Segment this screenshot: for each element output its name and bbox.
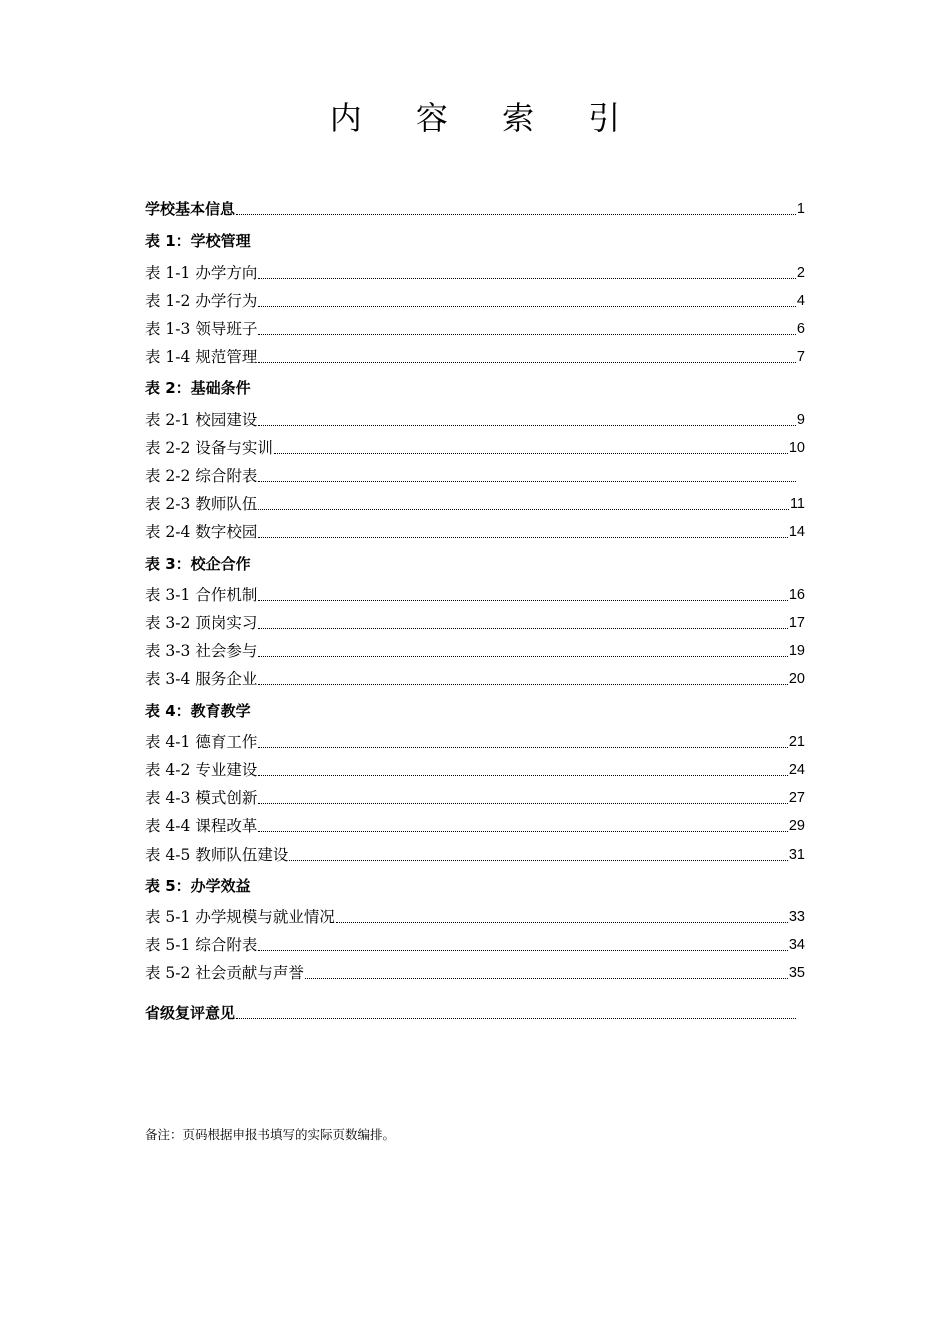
toc-entry[interactable] <box>145 666 805 690</box>
toc-entry-provincial-review[interactable] <box>145 1000 805 1024</box>
dot-leader <box>305 978 788 979</box>
footnote: 备注：页码根据申报书填写的实际页数编排。 <box>145 1127 396 1142</box>
toc-page-number: 31 <box>788 847 805 863</box>
dot-leader <box>258 334 796 335</box>
toc-page-number: 4 <box>796 293 805 309</box>
toc-entry-label: 表 3-3 社会参与 <box>145 642 258 660</box>
dot-leader <box>236 1018 796 1019</box>
toc-entry-school-info[interactable] <box>145 196 805 220</box>
toc-entry[interactable] <box>145 757 805 781</box>
toc-entry[interactable] <box>145 288 805 312</box>
toc-entry-label: 省级复评意见 <box>145 1004 236 1022</box>
dot-leader <box>258 628 788 629</box>
toc-entry-label: 表 2-3 教师队伍 <box>145 495 258 513</box>
dot-leader <box>258 509 789 510</box>
toc-entry-label: 表 4-3 模式创新 <box>145 789 258 807</box>
toc-entry[interactable] <box>145 842 805 866</box>
toc-entry-label: 表 1-4 规范管理 <box>145 348 258 366</box>
toc-entry-label: 表 4-1 德育工作 <box>145 733 258 751</box>
toc-entry-label: 表 4-4 课程改革 <box>145 817 258 835</box>
toc-page-number: 2 <box>796 265 805 281</box>
toc-entry-label: 学校基本信息 <box>145 200 236 218</box>
toc-entry[interactable] <box>145 610 805 634</box>
dot-leader <box>336 922 788 923</box>
dot-leader <box>236 214 796 215</box>
section-heading-3: 表 3：校企合作 <box>145 555 251 573</box>
dot-leader <box>274 453 788 454</box>
toc-entry-label: 表 1-1 办学方向 <box>145 264 258 282</box>
dot-leader <box>258 747 788 748</box>
toc-entry[interactable] <box>145 582 805 606</box>
toc-page-number: 35 <box>788 965 805 981</box>
toc-entry-label: 表 5-1 综合附表 <box>145 936 258 954</box>
toc-page-number: 19 <box>788 643 805 659</box>
dot-leader <box>258 425 796 426</box>
dot-leader <box>258 362 796 363</box>
toc-entry[interactable] <box>145 316 805 340</box>
toc-page-number: 20 <box>788 671 805 687</box>
dot-leader <box>258 831 788 832</box>
toc-page-number: 14 <box>788 524 805 540</box>
dot-leader <box>258 306 796 307</box>
dot-leader <box>289 860 788 861</box>
dot-leader <box>258 684 788 685</box>
toc-entry-label: 表 3-2 顶岗实习 <box>145 614 258 632</box>
toc-page-number: 17 <box>788 615 805 631</box>
toc-entry[interactable] <box>145 407 805 431</box>
toc-entry-label: 表 3-4 服务企业 <box>145 670 258 688</box>
toc-page-number: 9 <box>796 412 805 428</box>
toc-entry-label: 表 1-3 领导班子 <box>145 320 258 338</box>
toc-entry-label: 表 3-1 合作机制 <box>145 586 258 604</box>
toc-entry[interactable] <box>145 260 805 284</box>
dot-leader <box>258 803 788 804</box>
dot-leader <box>258 775 788 776</box>
toc-entry-label: 表 2-2 综合附表 <box>145 467 258 485</box>
dot-leader <box>258 537 788 538</box>
toc-entry[interactable] <box>145 932 805 956</box>
toc-entry-label: 表 1-2 办学行为 <box>145 292 258 310</box>
toc-entry-label: 表 5-1 办学规模与就业情况 <box>145 908 335 926</box>
toc-entry[interactable] <box>145 435 805 459</box>
toc-entry[interactable] <box>145 519 805 543</box>
toc-entry[interactable] <box>145 491 805 515</box>
toc-entry[interactable] <box>145 960 805 984</box>
section-heading-5: 表 5：办学效益 <box>145 877 251 895</box>
toc-page-number: 21 <box>788 734 805 750</box>
toc-entry-label: 表 4-2 专业建设 <box>145 761 258 779</box>
dot-leader <box>258 481 796 482</box>
toc-page-number: 1 <box>796 201 805 217</box>
toc-entry-label: 表 5-2 社会贡献与声誉 <box>145 964 304 982</box>
section-heading-2: 表 2：基础条件 <box>145 379 251 397</box>
toc-page-number: 29 <box>788 818 805 834</box>
dot-leader <box>258 656 788 657</box>
toc-entry[interactable] <box>145 463 805 487</box>
toc-entry-label: 表 4-5 教师队伍建设 <box>145 846 289 864</box>
toc-entry[interactable] <box>145 785 805 809</box>
toc-page-number: 27 <box>788 790 805 806</box>
toc-page-number: 11 <box>789 496 805 512</box>
toc-entry-label: 表 2-1 校园建设 <box>145 411 258 429</box>
toc-page-number: 6 <box>796 321 805 337</box>
toc-page-number: 34 <box>788 937 805 953</box>
dot-leader <box>258 950 788 951</box>
toc-page-number: 7 <box>796 349 805 365</box>
toc-page-number: 24 <box>788 762 805 778</box>
page-title: 内 容 索 引 <box>329 99 643 137</box>
toc-page-number: 16 <box>788 587 805 603</box>
toc-entry[interactable] <box>145 729 805 753</box>
toc-entry[interactable] <box>145 344 805 368</box>
toc-page-number: 33 <box>788 909 805 925</box>
toc-page-number: 10 <box>788 440 805 456</box>
toc-entry[interactable] <box>145 813 805 837</box>
toc-entry-label: 表 2-4 数字校园 <box>145 523 258 541</box>
section-heading-4: 表 4：教育教学 <box>145 702 251 720</box>
dot-leader <box>258 600 788 601</box>
section-heading-1: 表 1：学校管理 <box>145 232 251 250</box>
toc-entry[interactable] <box>145 904 805 928</box>
toc-entry-label: 表 2-2 设备与实训 <box>145 439 273 457</box>
toc-entry[interactable] <box>145 638 805 662</box>
dot-leader <box>258 278 796 279</box>
